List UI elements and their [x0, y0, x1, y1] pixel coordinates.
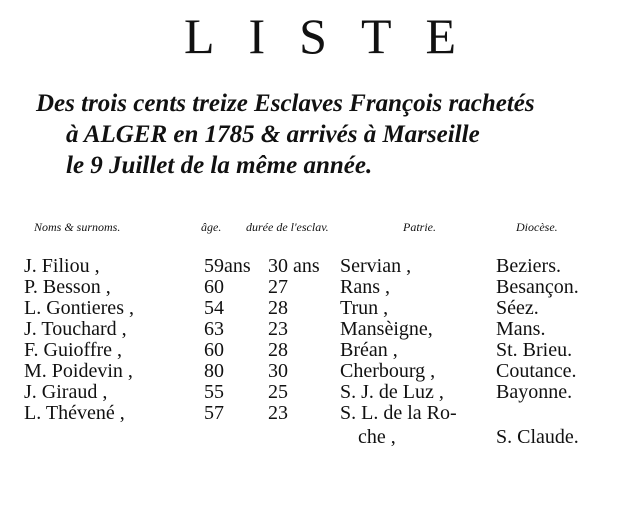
header-patrie: Patrie.: [403, 220, 436, 234]
cell-name: F. Guioffre ,: [24, 339, 123, 361]
page-title: LISTE: [183, 8, 491, 64]
cell-duree: 25: [268, 381, 288, 403]
cell-patrie: S. L. de la Ro-: [340, 402, 457, 424]
cell-patrie: Mansèigne,: [340, 318, 433, 340]
table-row-continuation: [0, 424, 640, 450]
cell-diocese: Mans.: [496, 318, 546, 340]
cell-patrie: Cherbourg ,: [340, 360, 436, 382]
cell-name: L. Thévené ,: [24, 402, 125, 424]
cell-age: 60: [204, 276, 224, 298]
header-duree: durée de l'esclav.: [246, 220, 329, 234]
slave-list-table: [0, 256, 640, 450]
table-row: [0, 340, 640, 361]
cell-age: 60: [204, 339, 224, 361]
cell-duree: 28: [268, 339, 288, 361]
cell-age: 57: [204, 402, 224, 424]
cell-diocese: Bayonne.: [496, 381, 573, 403]
cell-name: J. Giraud ,: [24, 381, 108, 403]
cell-name: L. Gontieres ,: [24, 297, 134, 319]
cell-duree: 23: [268, 402, 288, 424]
cell-duree: 30 ans: [268, 255, 320, 277]
cell-diocese: St. Brieu.: [496, 339, 573, 361]
table-row: [0, 319, 640, 340]
cell-age: 59ans: [204, 255, 251, 277]
cell-age: 55: [204, 381, 224, 403]
cell-duree: 23: [268, 318, 288, 340]
table-row: [0, 403, 640, 424]
subtitle-line-1: Des trois cents treize Esclaves François rachetés: [36, 90, 535, 117]
cell-patrie: Rans ,: [340, 276, 390, 298]
table-row: [0, 256, 640, 277]
table-row: [0, 361, 640, 382]
cell-patrie: Servian ,: [340, 255, 412, 277]
cell-diocese: Séez.: [496, 297, 539, 319]
header-age: âge.: [201, 220, 222, 234]
table-row: [0, 277, 640, 298]
header-diocese: Diocèse.: [516, 220, 558, 234]
cell-duree: 30: [268, 360, 288, 382]
cell-diocese: Coutance.: [496, 360, 577, 382]
cell-age: 63: [204, 318, 224, 340]
header-name: Noms & surnoms.: [34, 220, 121, 234]
cell-diocese: Besançon.: [496, 276, 579, 298]
table-row: [0, 298, 640, 319]
cell-name: J. Touchard ,: [24, 318, 127, 340]
cell-patrie: Bréan ,: [340, 339, 398, 361]
cell-patrie: che ,: [358, 426, 396, 448]
cell-duree: 28: [268, 297, 288, 319]
cell-duree: 27: [268, 276, 288, 298]
cell-name: M. Poidevin ,: [24, 360, 133, 382]
cell-patrie: Trun ,: [340, 297, 389, 319]
cell-age: 54: [204, 297, 224, 319]
table-header: [0, 220, 640, 240]
cell-name: P. Besson ,: [24, 276, 111, 298]
cell-diocese: Beziers.: [496, 255, 561, 277]
subtitle-line-3: le 9 Juillet de la même année.: [66, 152, 373, 179]
cell-diocese: S. Claude.: [496, 426, 579, 448]
table-row: [0, 382, 640, 403]
cell-patrie: S. J. de Luz ,: [340, 381, 444, 403]
subtitle-line-2: à ALGER en 1785 & arrivés à Marseille: [66, 121, 480, 148]
cell-name: J. Filiou ,: [24, 255, 100, 277]
cell-age: 80: [204, 360, 224, 382]
